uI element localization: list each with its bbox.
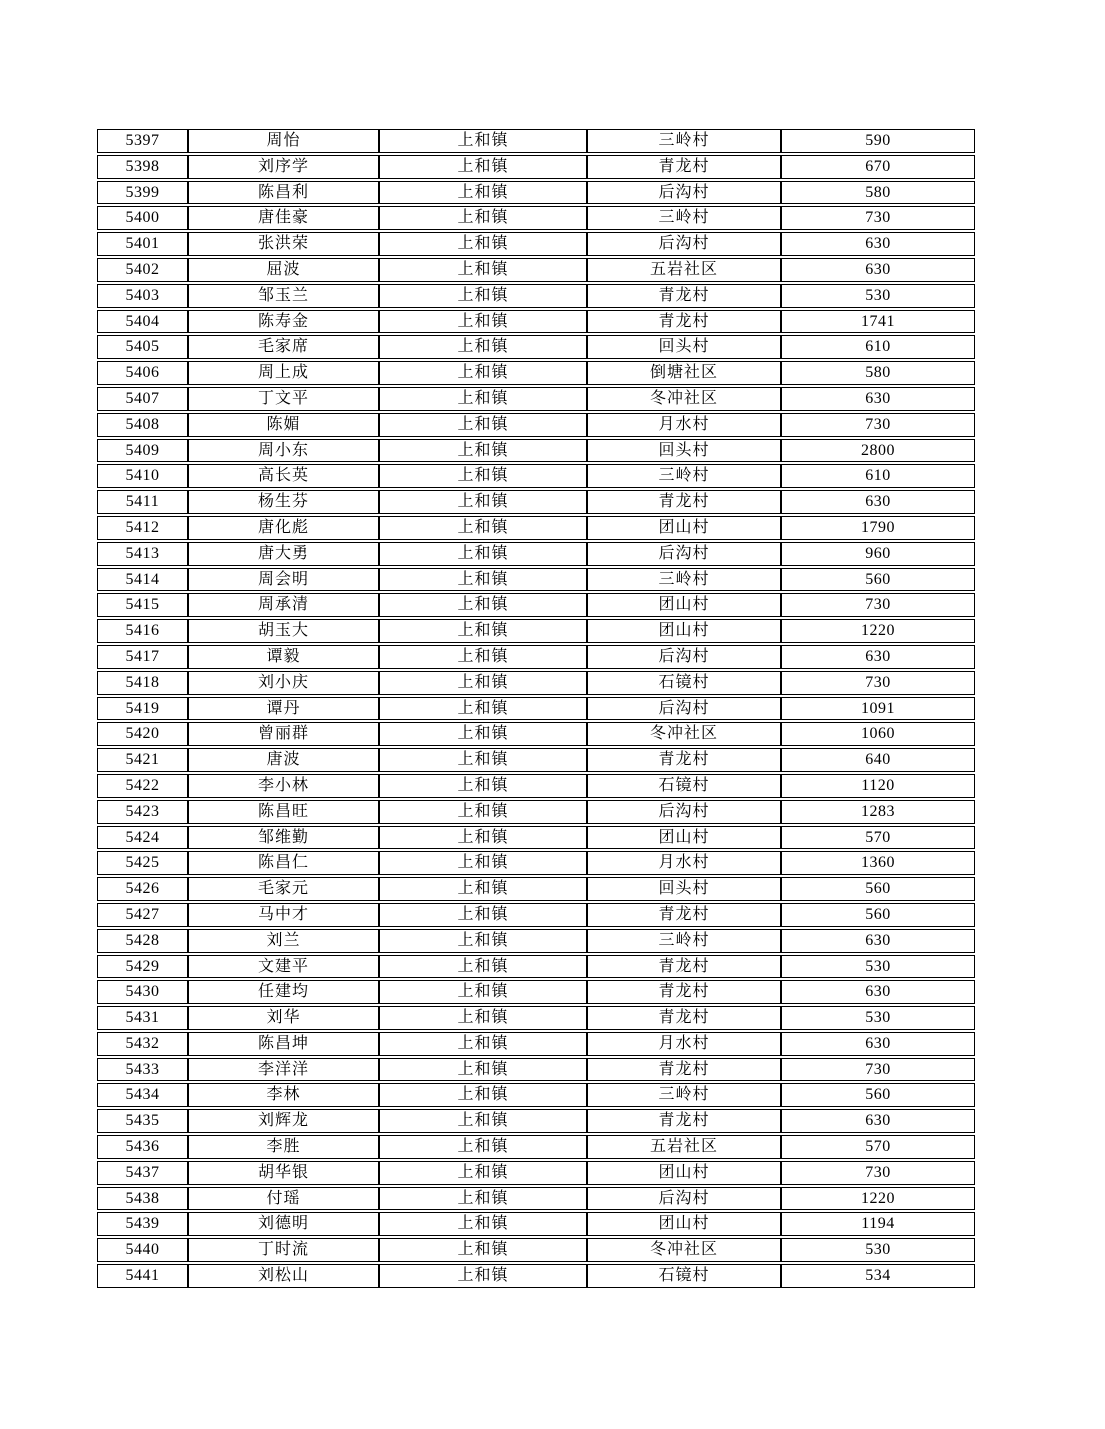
cell-serial-number: 5403 <box>97 284 188 308</box>
cell-amount: 730 <box>781 1161 975 1185</box>
cell-serial-number: 5405 <box>97 335 188 359</box>
cell-amount: 560 <box>781 1083 975 1107</box>
cell-town: 上和镇 <box>379 1006 587 1030</box>
cell-person-name: 刘松山 <box>188 1264 379 1288</box>
cell-village: 青龙村 <box>587 980 781 1004</box>
table-row <box>97 284 975 308</box>
cell-person-name: 张洪荣 <box>188 232 379 256</box>
cell-amount: 1790 <box>781 516 975 540</box>
cell-serial-number: 5402 <box>97 258 188 282</box>
cell-serial-number: 5426 <box>97 877 188 901</box>
table-row <box>97 490 975 514</box>
table-row <box>97 155 975 179</box>
cell-village: 青龙村 <box>587 1058 781 1082</box>
table-row <box>97 748 975 772</box>
cell-village: 月水村 <box>587 851 781 875</box>
cell-village: 三岭村 <box>587 206 781 230</box>
cell-serial-number: 5441 <box>97 1264 188 1288</box>
table-row <box>97 1083 975 1107</box>
cell-amount: 630 <box>781 929 975 953</box>
cell-village: 三岭村 <box>587 929 781 953</box>
cell-village: 后沟村 <box>587 645 781 669</box>
cell-person-name: 杨生芬 <box>188 490 379 514</box>
cell-town: 上和镇 <box>379 1161 587 1185</box>
cell-amount: 730 <box>781 593 975 617</box>
cell-amount: 560 <box>781 903 975 927</box>
cell-town: 上和镇 <box>379 593 587 617</box>
cell-person-name: 周上成 <box>188 361 379 385</box>
cell-serial-number: 5414 <box>97 568 188 592</box>
cell-village: 团山村 <box>587 619 781 643</box>
cell-amount: 1741 <box>781 310 975 334</box>
cell-town: 上和镇 <box>379 258 587 282</box>
cell-amount: 670 <box>781 155 975 179</box>
cell-village: 团山村 <box>587 826 781 850</box>
cell-amount: 610 <box>781 464 975 488</box>
cell-village: 石镜村 <box>587 1264 781 1288</box>
cell-amount: 530 <box>781 1238 975 1262</box>
cell-person-name: 高长英 <box>188 464 379 488</box>
cell-town: 上和镇 <box>379 980 587 1004</box>
cell-town: 上和镇 <box>379 722 587 746</box>
cell-serial-number: 5435 <box>97 1109 188 1133</box>
cell-town: 上和镇 <box>379 800 587 824</box>
cell-town: 上和镇 <box>379 1083 587 1107</box>
cell-amount: 2800 <box>781 439 975 463</box>
cell-serial-number: 5423 <box>97 800 188 824</box>
table-row <box>97 1161 975 1185</box>
cell-person-name: 刘辉龙 <box>188 1109 379 1133</box>
cell-town: 上和镇 <box>379 1238 587 1262</box>
cell-person-name: 唐波 <box>188 748 379 772</box>
cell-person-name: 陈媚 <box>188 413 379 437</box>
cell-serial-number: 5418 <box>97 671 188 695</box>
cell-amount: 560 <box>781 568 975 592</box>
cell-town: 上和镇 <box>379 439 587 463</box>
cell-amount: 630 <box>781 258 975 282</box>
cell-amount: 590 <box>781 129 975 153</box>
cell-town: 上和镇 <box>379 826 587 850</box>
cell-village: 后沟村 <box>587 542 781 566</box>
cell-serial-number: 5431 <box>97 1006 188 1030</box>
cell-person-name: 刘德明 <box>188 1212 379 1236</box>
cell-serial-number: 5406 <box>97 361 188 385</box>
table-row <box>97 232 975 256</box>
cell-person-name: 李小林 <box>188 774 379 798</box>
cell-serial-number: 5408 <box>97 413 188 437</box>
cell-person-name: 陈寿金 <box>188 310 379 334</box>
cell-village: 后沟村 <box>587 697 781 721</box>
cell-village: 团山村 <box>587 516 781 540</box>
table-row <box>97 671 975 695</box>
table-row <box>97 129 975 153</box>
cell-village: 三岭村 <box>587 464 781 488</box>
table-row <box>97 387 975 411</box>
cell-town: 上和镇 <box>379 568 587 592</box>
cell-village: 冬冲社区 <box>587 722 781 746</box>
cell-village: 回头村 <box>587 335 781 359</box>
cell-village: 回头村 <box>587 877 781 901</box>
cell-amount: 630 <box>781 980 975 1004</box>
table-row <box>97 1187 975 1211</box>
cell-amount: 1360 <box>781 851 975 875</box>
cell-person-name: 陈昌旺 <box>188 800 379 824</box>
cell-amount: 1283 <box>781 800 975 824</box>
cell-amount: 630 <box>781 232 975 256</box>
cell-amount: 580 <box>781 361 975 385</box>
cell-town: 上和镇 <box>379 955 587 979</box>
cell-village: 后沟村 <box>587 800 781 824</box>
table-row <box>97 722 975 746</box>
table-row <box>97 361 975 385</box>
cell-amount: 730 <box>781 206 975 230</box>
table-row <box>97 1109 975 1133</box>
cell-village: 团山村 <box>587 1212 781 1236</box>
table-row <box>97 439 975 463</box>
table-row <box>97 1006 975 1030</box>
cell-serial-number: 5440 <box>97 1238 188 1262</box>
cell-person-name: 胡华银 <box>188 1161 379 1185</box>
cell-person-name: 刘华 <box>188 1006 379 1030</box>
cell-town: 上和镇 <box>379 1187 587 1211</box>
cell-serial-number: 5434 <box>97 1083 188 1107</box>
cell-village: 月水村 <box>587 1032 781 1056</box>
cell-amount: 1120 <box>781 774 975 798</box>
cell-serial-number: 5404 <box>97 310 188 334</box>
cell-serial-number: 5427 <box>97 903 188 927</box>
table-row <box>97 1264 975 1288</box>
cell-serial-number: 5416 <box>97 619 188 643</box>
cell-amount: 1220 <box>781 619 975 643</box>
cell-town: 上和镇 <box>379 542 587 566</box>
cell-town: 上和镇 <box>379 361 587 385</box>
cell-town: 上和镇 <box>379 335 587 359</box>
cell-village: 石镜村 <box>587 671 781 695</box>
cell-town: 上和镇 <box>379 748 587 772</box>
cell-village: 团山村 <box>587 593 781 617</box>
cell-serial-number: 5398 <box>97 155 188 179</box>
cell-town: 上和镇 <box>379 697 587 721</box>
cell-town: 上和镇 <box>379 1264 587 1288</box>
cell-serial-number: 5410 <box>97 464 188 488</box>
cell-town: 上和镇 <box>379 671 587 695</box>
cell-person-name: 曾丽群 <box>188 722 379 746</box>
cell-town: 上和镇 <box>379 413 587 437</box>
cell-village: 青龙村 <box>587 903 781 927</box>
cell-serial-number: 5436 <box>97 1135 188 1159</box>
cell-person-name: 陈昌坤 <box>188 1032 379 1056</box>
cell-person-name: 陈昌仁 <box>188 851 379 875</box>
cell-village: 青龙村 <box>587 155 781 179</box>
table-row <box>97 258 975 282</box>
table-row <box>97 826 975 850</box>
cell-amount: 580 <box>781 181 975 205</box>
cell-village: 后沟村 <box>587 232 781 256</box>
table-row <box>97 1032 975 1056</box>
cell-person-name: 马中才 <box>188 903 379 927</box>
cell-person-name: 唐大勇 <box>188 542 379 566</box>
cell-village: 青龙村 <box>587 1109 781 1133</box>
cell-town: 上和镇 <box>379 1109 587 1133</box>
cell-village: 青龙村 <box>587 490 781 514</box>
cell-amount: 960 <box>781 542 975 566</box>
table-row <box>97 697 975 721</box>
cell-village: 三岭村 <box>587 129 781 153</box>
cell-serial-number: 5399 <box>97 181 188 205</box>
cell-amount: 610 <box>781 335 975 359</box>
cell-person-name: 李胜 <box>188 1135 379 1159</box>
cell-person-name: 陈昌利 <box>188 181 379 205</box>
cell-serial-number: 5422 <box>97 774 188 798</box>
cell-serial-number: 5415 <box>97 593 188 617</box>
cell-town: 上和镇 <box>379 903 587 927</box>
cell-town: 上和镇 <box>379 645 587 669</box>
cell-village: 三岭村 <box>587 1083 781 1107</box>
cell-serial-number: 5437 <box>97 1161 188 1185</box>
cell-serial-number: 5438 <box>97 1187 188 1211</box>
cell-person-name: 周会明 <box>188 568 379 592</box>
cell-person-name: 邹玉兰 <box>188 284 379 308</box>
cell-person-name: 唐化彪 <box>188 516 379 540</box>
table-row <box>97 619 975 643</box>
cell-serial-number: 5397 <box>97 129 188 153</box>
table-row <box>97 335 975 359</box>
beneficiary-table <box>97 127 975 1290</box>
table-row <box>97 206 975 230</box>
table-row <box>97 980 975 1004</box>
cell-town: 上和镇 <box>379 155 587 179</box>
table-row <box>97 877 975 901</box>
cell-amount: 630 <box>781 490 975 514</box>
cell-amount: 570 <box>781 826 975 850</box>
cell-village: 后沟村 <box>587 181 781 205</box>
cell-serial-number: 5421 <box>97 748 188 772</box>
cell-town: 上和镇 <box>379 877 587 901</box>
cell-town: 上和镇 <box>379 490 587 514</box>
cell-amount: 570 <box>781 1135 975 1159</box>
cell-village: 团山村 <box>587 1161 781 1185</box>
cell-person-name: 周怡 <box>188 129 379 153</box>
table-row <box>97 181 975 205</box>
cell-village: 五岩社区 <box>587 1135 781 1159</box>
cell-town: 上和镇 <box>379 129 587 153</box>
cell-person-name: 丁文平 <box>188 387 379 411</box>
cell-village: 冬冲社区 <box>587 1238 781 1262</box>
cell-serial-number: 5425 <box>97 851 188 875</box>
table-row <box>97 1212 975 1236</box>
table-row <box>97 903 975 927</box>
cell-amount: 630 <box>781 645 975 669</box>
table-row <box>97 774 975 798</box>
cell-person-name: 李洋洋 <box>188 1058 379 1082</box>
table-row <box>97 929 975 953</box>
cell-person-name: 邹维勤 <box>188 826 379 850</box>
cell-amount: 530 <box>781 284 975 308</box>
cell-person-name: 周小东 <box>188 439 379 463</box>
cell-town: 上和镇 <box>379 774 587 798</box>
cell-amount: 1194 <box>781 1212 975 1236</box>
cell-person-name: 付瑶 <box>188 1187 379 1211</box>
cell-town: 上和镇 <box>379 1135 587 1159</box>
cell-village: 三岭村 <box>587 568 781 592</box>
cell-person-name: 毛家席 <box>188 335 379 359</box>
cell-village: 青龙村 <box>587 310 781 334</box>
cell-village: 后沟村 <box>587 1187 781 1211</box>
cell-village: 青龙村 <box>587 1006 781 1030</box>
cell-town: 上和镇 <box>379 1058 587 1082</box>
cell-person-name: 周承清 <box>188 593 379 617</box>
cell-person-name: 丁时流 <box>188 1238 379 1262</box>
table-row <box>97 310 975 334</box>
cell-village: 五岩社区 <box>587 258 781 282</box>
cell-person-name: 毛家元 <box>188 877 379 901</box>
cell-serial-number: 5401 <box>97 232 188 256</box>
cell-amount: 530 <box>781 955 975 979</box>
cell-town: 上和镇 <box>379 851 587 875</box>
cell-amount: 730 <box>781 671 975 695</box>
cell-serial-number: 5400 <box>97 206 188 230</box>
cell-town: 上和镇 <box>379 619 587 643</box>
cell-person-name: 胡玉大 <box>188 619 379 643</box>
cell-serial-number: 5432 <box>97 1032 188 1056</box>
cell-village: 月水村 <box>587 413 781 437</box>
cell-town: 上和镇 <box>379 181 587 205</box>
cell-town: 上和镇 <box>379 310 587 334</box>
cell-person-name: 任建均 <box>188 980 379 1004</box>
table-row <box>97 1238 975 1262</box>
cell-person-name: 屈波 <box>188 258 379 282</box>
cell-town: 上和镇 <box>379 516 587 540</box>
cell-amount: 630 <box>781 1032 975 1056</box>
cell-serial-number: 5419 <box>97 697 188 721</box>
cell-person-name: 刘小庆 <box>188 671 379 695</box>
cell-amount: 534 <box>781 1264 975 1288</box>
cell-person-name: 谭毅 <box>188 645 379 669</box>
cell-village: 石镜村 <box>587 774 781 798</box>
cell-town: 上和镇 <box>379 206 587 230</box>
cell-person-name: 刘序学 <box>188 155 379 179</box>
cell-amount: 1091 <box>781 697 975 721</box>
cell-serial-number: 5424 <box>97 826 188 850</box>
cell-person-name: 唐佳豪 <box>188 206 379 230</box>
cell-amount: 530 <box>781 1006 975 1030</box>
cell-serial-number: 5428 <box>97 929 188 953</box>
cell-person-name: 谭丹 <box>188 697 379 721</box>
cell-serial-number: 5411 <box>97 490 188 514</box>
table-row <box>97 645 975 669</box>
table-row <box>97 516 975 540</box>
cell-serial-number: 5420 <box>97 722 188 746</box>
cell-serial-number: 5409 <box>97 439 188 463</box>
cell-serial-number: 5412 <box>97 516 188 540</box>
table-row <box>97 851 975 875</box>
cell-amount: 630 <box>781 387 975 411</box>
cell-amount: 1060 <box>781 722 975 746</box>
cell-serial-number: 5433 <box>97 1058 188 1082</box>
cell-person-name: 刘兰 <box>188 929 379 953</box>
table-row <box>97 1135 975 1159</box>
cell-village: 回头村 <box>587 439 781 463</box>
cell-town: 上和镇 <box>379 284 587 308</box>
cell-amount: 630 <box>781 1109 975 1133</box>
cell-village: 青龙村 <box>587 284 781 308</box>
cell-amount: 730 <box>781 1058 975 1082</box>
table-row <box>97 955 975 979</box>
cell-serial-number: 5439 <box>97 1212 188 1236</box>
cell-amount: 560 <box>781 877 975 901</box>
table-row <box>97 413 975 437</box>
cell-village: 青龙村 <box>587 955 781 979</box>
table-body <box>97 129 975 1288</box>
table-row <box>97 593 975 617</box>
cell-village: 冬冲社区 <box>587 387 781 411</box>
cell-town: 上和镇 <box>379 464 587 488</box>
cell-town: 上和镇 <box>379 1032 587 1056</box>
cell-village: 青龙村 <box>587 748 781 772</box>
cell-town: 上和镇 <box>379 929 587 953</box>
cell-person-name: 李林 <box>188 1083 379 1107</box>
table-row <box>97 464 975 488</box>
table-row <box>97 568 975 592</box>
cell-serial-number: 5407 <box>97 387 188 411</box>
cell-serial-number: 5430 <box>97 980 188 1004</box>
cell-amount: 1220 <box>781 1187 975 1211</box>
cell-serial-number: 5413 <box>97 542 188 566</box>
cell-serial-number: 5429 <box>97 955 188 979</box>
cell-town: 上和镇 <box>379 1212 587 1236</box>
cell-serial-number: 5417 <box>97 645 188 669</box>
cell-amount: 730 <box>781 413 975 437</box>
cell-village: 倒塘社区 <box>587 361 781 385</box>
table-row <box>97 800 975 824</box>
table-row <box>97 1058 975 1082</box>
cell-amount: 640 <box>781 748 975 772</box>
cell-person-name: 文建平 <box>188 955 379 979</box>
table-row <box>97 542 975 566</box>
cell-town: 上和镇 <box>379 232 587 256</box>
cell-town: 上和镇 <box>379 387 587 411</box>
